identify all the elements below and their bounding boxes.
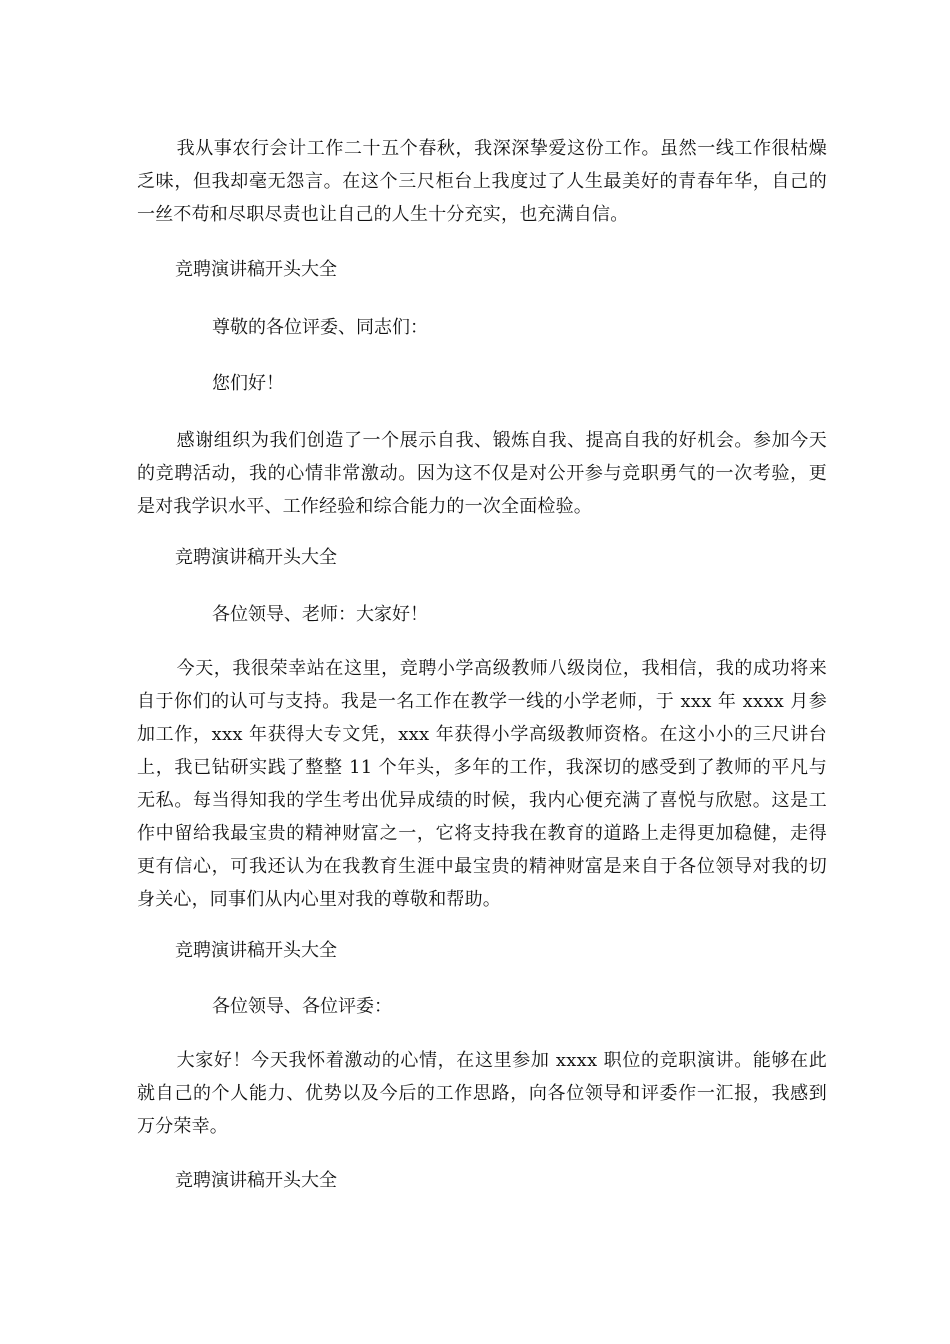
greeting-line: 尊敬的各位评委、同志们： <box>212 317 428 338</box>
greeting-line: 各位领导、各位评委： <box>212 996 392 1017</box>
paragraph-thanks: 感谢组织为我们创造了一个展示自我、锻炼自我、提高自我的好机会。参加今天的竞聘活动，我的心情非常激动。因为这不仅是对公开参与竞职勇气的一次考验，更是对我学识水平、工作经验和综合能力的一次全面检验。 <box>137 430 827 517</box>
paragraph-teacher-application: 今天，我很荣幸站在这里，竞聘小学高级教师八级岗位，我相信，我的成功将来自于你们的认可与支持。我是一名工作在教学一线的小学老师，于 xxx 年 xxxx 月参加工作，xxx 年获得大专文凭，xxx 年获得小学高级教师资格。在这小小的三尺讲台上，我已钻研实践了整整 11 个年头，多年的工作，我深切的感受到了教师的平凡与无私。每当得知我的学生考出优异成绩的时候，我内心便充满了喜悦与欣慰。这是工作中留给我最宝贵的精神财富之一，它将支持我在教育的道路上走得更加稳健，走得更有信心，可我还认为在我教育生涯中最宝贵的精神财富是来自于各位领导对我的切身关心，同事们从内心里对我的尊敬和帮助。 <box>137 658 827 910</box>
section-heading: 竞聘演讲稿开头大全 <box>175 547 337 568</box>
section-heading: 竞聘演讲稿开头大全 <box>175 1170 337 1191</box>
greeting-line: 各位领导、老师：大家好！ <box>212 604 428 625</box>
greeting-line: 您们好！ <box>212 373 284 394</box>
paragraph-position-speech: 大家好！今天我怀着激动的心情，在这里参加 xxxx 职位的竞职演讲。能够在此就自己的个人能力、优势以及今后的工作思路，向各位领导和评委作一汇报，我感到万分荣幸。 <box>137 1050 827 1137</box>
section-heading: 竞聘演讲稿开头大全 <box>175 259 337 280</box>
section-heading: 竞聘演讲稿开头大全 <box>175 940 337 961</box>
paragraph-accounting-career: 我从事农行会计工作二十五个春秋，我深深挚爱这份工作。虽然一线工作很枯燥乏味，但我却毫无怨言。在这个三尺柜台上我度过了人生最美好的青春年华，自己的一丝不苟和尽职尽责也让自己的人生十分充实，也充满自信。 <box>137 138 827 225</box>
